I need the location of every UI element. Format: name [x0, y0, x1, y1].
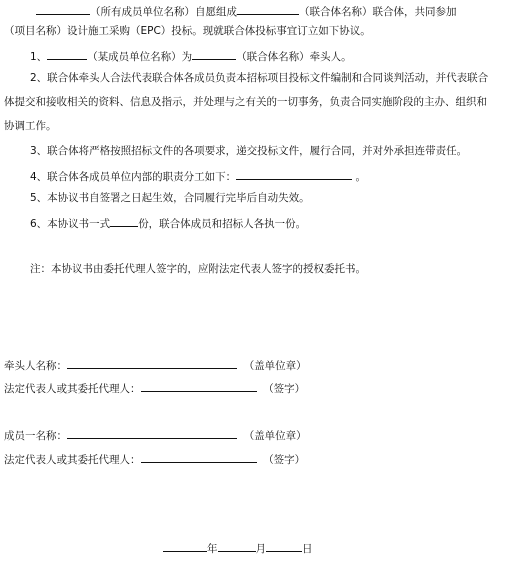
day-label: 日: [302, 543, 313, 555]
blank-responsibilities: [236, 168, 352, 180]
blank-member-names: [36, 3, 90, 15]
item-1-middle: （某成员单位名称）为: [87, 51, 193, 63]
month-label: 月: [255, 543, 266, 555]
item-2-line-2: 体提交和接收相关的资料、信息及指示，并处理与之有关的一切事务，负责合同实施阶段的主办、组织和: [4, 96, 487, 108]
blank-consortium-name-2: [192, 48, 236, 60]
item-6: [30, 215, 306, 231]
member-rep-label: 法定代表人或其委托代理人：: [4, 454, 141, 466]
blank-day: [266, 540, 302, 552]
lead-sign-note: （签字）: [263, 383, 306, 395]
blank-lead-rep: [141, 380, 257, 392]
member-name-row: [4, 427, 307, 443]
blank-copy-count: [110, 215, 138, 227]
blank-consortium-name: [237, 3, 299, 15]
item-2-line-3: 协调工作。: [4, 120, 57, 132]
item-1-prefix: 1、: [30, 51, 48, 63]
lead-rep-row: [4, 380, 305, 396]
lead-seal-note: （盖单位章）: [243, 360, 307, 372]
item-4: [30, 168, 366, 184]
member-name-label: 成员一名称：: [4, 430, 67, 442]
member-seal-note: （盖单位章）: [243, 430, 307, 442]
intro-text-1: （所有成员单位名称）自愿组成: [90, 6, 237, 18]
blank-member-unit: [47, 48, 87, 60]
item-1-suffix: （联合体名称）牵头人。: [236, 51, 352, 63]
blank-member-rep: [141, 451, 257, 463]
item-3: 3、联合体将严格按照招标文件的各项要求，递交投标文件，履行合同，并对外承担连带责任。: [30, 145, 468, 157]
item-2-line-1: 2、联合体牵头人合法代表联合体各成员负责本招标项目投标文件编制和合同谈判活动，并代表联合: [30, 72, 489, 84]
lead-name-row: [4, 357, 307, 373]
blank-member-name: [67, 427, 237, 439]
item-6-suffix: 份，联合体成员和招标人各执一份。: [138, 218, 307, 230]
year-label: 年: [207, 543, 218, 555]
lead-rep-label: 法定代表人或其委托代理人：: [4, 383, 141, 395]
lead-name-label: 牵头人名称：: [4, 360, 67, 372]
member-sign-note: （签字）: [263, 454, 306, 466]
intro-line-1: [36, 3, 457, 19]
item-5: 5、本协议书自签署之日起生效，合同履行完毕后自动失效。: [30, 192, 310, 204]
item-6-prefix: 6、本协议书一式: [30, 218, 111, 230]
item-4-text: 4、联合体各成员单位内部的职责分工如下：: [30, 171, 237, 183]
intro-text-2: （联合体名称）联合体，共同参加: [299, 6, 457, 18]
date-row: [163, 540, 313, 556]
blank-month: [218, 540, 256, 552]
note: 注：本协议书由委托代理人签字的，应附法定代表人签字的授权委托书。: [30, 263, 366, 275]
item-1: [30, 48, 352, 64]
member-rep-row: [4, 451, 305, 467]
item-4-end: 。: [355, 171, 367, 183]
intro-line-2: （项目名称）设计施工采购（EPC）投标。现就联合体投标事宜订立如下协议。: [4, 25, 371, 37]
blank-lead-name: [67, 357, 237, 369]
blank-year: [163, 540, 207, 552]
